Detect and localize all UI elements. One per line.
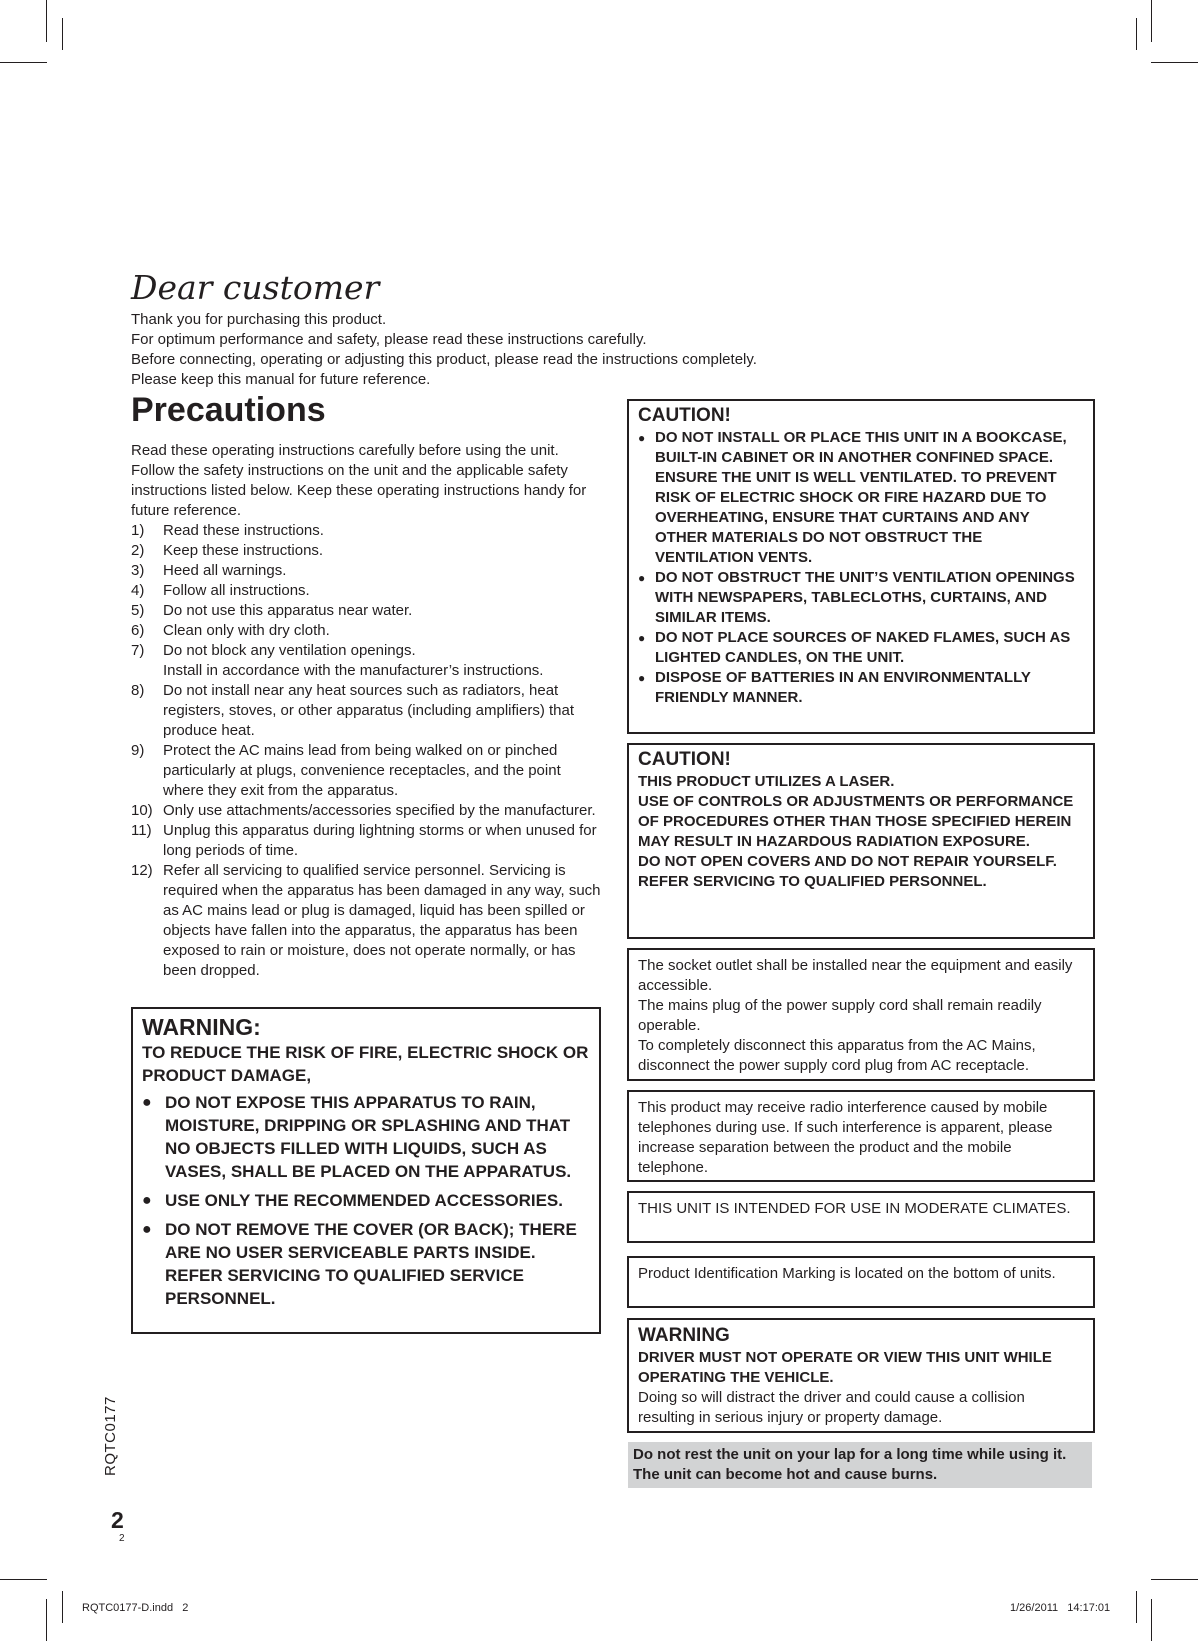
- bullet-icon: ●: [142, 1192, 152, 1209]
- item-number: 5): [131, 602, 145, 619]
- intro-line: Before connecting, operating or adjusting this product, please read the instructions completely.: [131, 351, 757, 368]
- item-text: Do not use this apparatus near water.: [163, 602, 413, 619]
- item-text: Clean only with dry cloth.: [163, 622, 330, 639]
- crop-mark: [46, 0, 47, 42]
- list-item: [131, 601, 605, 621]
- list-item: [131, 561, 605, 581]
- bullet-icon: ●: [638, 631, 646, 645]
- item-number: 3): [131, 562, 145, 579]
- item-number: 9): [131, 742, 145, 759]
- warning-bullet: [142, 1189, 590, 1212]
- intro-line: Please keep this manual for future reference.: [131, 371, 431, 388]
- crop-mark: [1151, 1579, 1198, 1580]
- crop-mark: [1151, 62, 1198, 63]
- caution-bullet: [638, 568, 1084, 628]
- caution-line: USE OF CONTROLS OR ADJUSTMENTS OR PERFORMANCE OF PROCEDURES OTHER THAN THOSE SPECIFIED HEREIN MAY RESULT IN HAZARDOUS RADIATION EXPOSURE.: [638, 793, 1074, 850]
- list-item: [131, 641, 605, 681]
- intro-line: For optimum performance and safety, please read these instructions carefully.: [131, 331, 647, 348]
- list-item: [131, 541, 605, 561]
- item-number: 1): [131, 522, 145, 539]
- item-number: 4): [131, 582, 145, 599]
- list-item: [131, 821, 605, 861]
- warning-bullet-list: [142, 1091, 590, 1310]
- warning-title: WARNING:: [142, 1014, 261, 1040]
- driver-warning-bold: DRIVER MUST NOT OPERATE OR VIEW THIS UNIT WHILE OPERATING THE VEHICLE.: [638, 1349, 1052, 1386]
- item-number: 7): [131, 642, 145, 659]
- list-item: [131, 741, 605, 801]
- caution-bullet: [638, 428, 1084, 568]
- caution-title: CAUTION!: [638, 749, 731, 770]
- item-text-block: [163, 641, 605, 681]
- print-slug-file: RQTC0177-D.indd 2: [82, 1602, 189, 1614]
- item-text: Heed all warnings.: [163, 562, 287, 579]
- warning-bullet: [142, 1218, 590, 1310]
- item-text: Protect the AC mains lead from being walked on or pinched particularly at plugs, convenience receptacles, and the point where they exit from the apparatus.: [163, 742, 561, 799]
- item-text: Only use attachments/accessories specified by the manufacturer.: [163, 802, 596, 819]
- warning-bullet: [142, 1091, 590, 1183]
- item-text: Refer all servicing to qualified service personnel. Servicing is required when the apparatus has been damaged in any way, such as AC mains lead or plug is damaged, liquid has been spilled or objects have fallen into the apparatus, the apparatus has been exposed to rain or moisture, does not operate normally, or has been dropped.: [163, 862, 601, 979]
- item-text: Keep these instructions.: [163, 542, 324, 559]
- model-number: RQTC0177: [102, 1396, 119, 1476]
- bullet-icon: ●: [142, 1221, 152, 1238]
- socket-line: To completely disconnect this apparatus from the AC Mains, disconnect the power supply cord plug from AC receptacle.: [638, 1037, 1036, 1074]
- bullet-icon: ●: [142, 1094, 152, 1111]
- socket-line: The socket outlet shall be installed near the equipment and easily accessible.: [638, 957, 1073, 994]
- intro-line: Thank you for purchasing this product.: [131, 311, 387, 328]
- item-text: Read these instructions.: [163, 522, 324, 539]
- intro-text: [131, 310, 1031, 390]
- crop-mark: [1136, 1591, 1137, 1623]
- warning-box: [131, 1007, 601, 1334]
- print-slug-timestamp: 1/26/2011 14:17:01: [1010, 1602, 1111, 1614]
- caution-bullet-text: DISPOSE OF BATTERIES IN AN ENVIRONMENTALLY FRIENDLY MANNER.: [655, 669, 1031, 706]
- caution-line: THIS PRODUCT UTILIZES A LASER.: [638, 773, 895, 790]
- item-number: 2): [131, 542, 145, 559]
- driver-warning-title: WARNING: [638, 1325, 730, 1346]
- climate-text: THIS UNIT IS INTENDED FOR USE IN MODERATE CLIMATES.: [638, 1200, 1071, 1217]
- list-item: [131, 621, 605, 641]
- page-number-small: 2: [119, 1533, 125, 1544]
- item-number: 11): [131, 822, 152, 839]
- warning-bullet-text: DO NOT REMOVE THE COVER (OR BACK); THERE ARE NO USER SERVICEABLE PARTS INSIDE. REFER SERVICING TO QUALIFIED SERVICE PERSONNEL.: [165, 1220, 577, 1308]
- climate-box: [627, 1191, 1095, 1243]
- item-text: Do not install near any heat sources such as radiators, heat registers, stoves, or other apparatus (including amplifiers) that produce heat.: [163, 682, 575, 739]
- item-text-continued: Install in accordance with the manufacturer’s instructions.: [163, 662, 544, 679]
- warning-bullet-text: DO NOT EXPOSE THIS APPARATUS TO RAIN, MOISTURE, DRIPPING OR SPLASHING AND THAT NO OBJECTS FILLED WITH LIQUIDS, SUCH AS VASES, SHALL BE PLACED ON THE APPARATUS.: [165, 1093, 572, 1181]
- list-item: [131, 681, 605, 741]
- precautions-heading: Precautions: [131, 391, 326, 429]
- instructions-list: [131, 521, 605, 981]
- caution-bullet-text: DO NOT INSTALL OR PLACE THIS UNIT IN A BOOKCASE, BUILT-IN CABINET OR IN ANOTHER CONFINED SPACE. ENSURE THE UNIT IS WELL VENTILATED. TO PREVENT RISK OF ELECTRIC SHOCK OR FIRE HAZARD DUE TO OVERHEATING, ENSURE THAT CURTAINS AND ANY OTHER MATERIALS DO NOT OBSTRUCT THE VENTILATION VENTS.: [655, 429, 1067, 566]
- bullet-icon: ●: [638, 431, 646, 445]
- radio-interference-box: [627, 1090, 1095, 1182]
- dear-customer-heading: Dear customer: [131, 268, 380, 307]
- list-item: [131, 861, 605, 981]
- item-number: 12): [131, 862, 153, 879]
- crop-mark: [0, 62, 47, 63]
- bullet-icon: ●: [638, 571, 646, 585]
- caution-line: DO NOT OPEN COVERS AND DO NOT REPAIR YOURSELF. REFER SERVICING TO QUALIFIED PERSONNEL.: [638, 853, 1057, 890]
- socket-line: The mains plug of the power supply cord shall remain readily operable.: [638, 997, 1042, 1034]
- caution-bullet-list: [638, 428, 1084, 708]
- item-number: 6): [131, 622, 145, 639]
- lap-warning-text: Do not rest the unit on your lap for a long time while using it. The unit can become hot and cause burns.: [633, 1446, 1067, 1483]
- crop-mark: [1136, 18, 1137, 50]
- precautions-section: [131, 441, 605, 981]
- caution-bullet: [638, 628, 1084, 668]
- item-text: Do not block any ventilation openings.: [163, 642, 416, 659]
- bullet-icon: ●: [638, 671, 646, 685]
- list-item: [131, 581, 605, 601]
- caution-bullet-text: DO NOT OBSTRUCT THE UNIT’S VENTILATION OPENINGS WITH NEWSPAPERS, TABLECLOTHS, CURTAINS, AND SIMILAR ITEMS.: [655, 569, 1075, 626]
- item-number: 10): [131, 802, 153, 819]
- caution-title: CAUTION!: [638, 405, 731, 426]
- socket-outlet-box: [627, 948, 1095, 1081]
- lap-warning-box: [628, 1442, 1092, 1488]
- driver-warning-box: [627, 1318, 1095, 1433]
- precautions-intro: Read these operating instructions carefully before using the unit. Follow the safety instructions on the unit and the applicable safety instructions listed below. Keep these operating instructions handy for future reference.: [131, 442, 587, 519]
- item-text: Unplug this apparatus during lightning storms or when unused for long periods of time.: [163, 822, 597, 859]
- crop-mark: [1151, 1599, 1152, 1641]
- list-item: [131, 521, 605, 541]
- item-number: 8): [131, 682, 145, 699]
- crop-mark: [0, 1579, 47, 1580]
- caution-bullet: [638, 668, 1084, 708]
- marking-box: [627, 1256, 1095, 1308]
- caution-ventilation-box: [627, 399, 1095, 734]
- crop-mark: [62, 18, 63, 50]
- warning-bullet-text: USE ONLY THE RECOMMENDED ACCESSORIES.: [165, 1191, 563, 1210]
- item-text: Follow all instructions.: [163, 582, 310, 599]
- crop-mark: [1151, 0, 1152, 42]
- radio-text: This product may receive radio interference caused by mobile telephones during use. If such interference is apparent, please increase separation between the product and the mobile telephone.: [638, 1099, 1053, 1176]
- caution-bullet-text: DO NOT PLACE SOURCES OF NAKED FLAMES, SUCH AS LIGHTED CANDLES, ON THE UNIT.: [655, 629, 1071, 666]
- crop-mark: [62, 1591, 63, 1623]
- caution-laser-box: [627, 743, 1095, 939]
- driver-warning-text: Doing so will distract the driver and could cause a collision resulting in serious injury or property damage.: [638, 1389, 1025, 1426]
- marking-text: Product Identification Marking is located on the bottom of units.: [638, 1265, 1056, 1282]
- page-number: 2: [111, 1507, 124, 1533]
- crop-mark: [46, 1599, 47, 1641]
- list-item: [131, 801, 605, 821]
- warning-subtitle: TO REDUCE THE RISK OF FIRE, ELECTRIC SHOCK OR PRODUCT DAMAGE,: [142, 1043, 589, 1085]
